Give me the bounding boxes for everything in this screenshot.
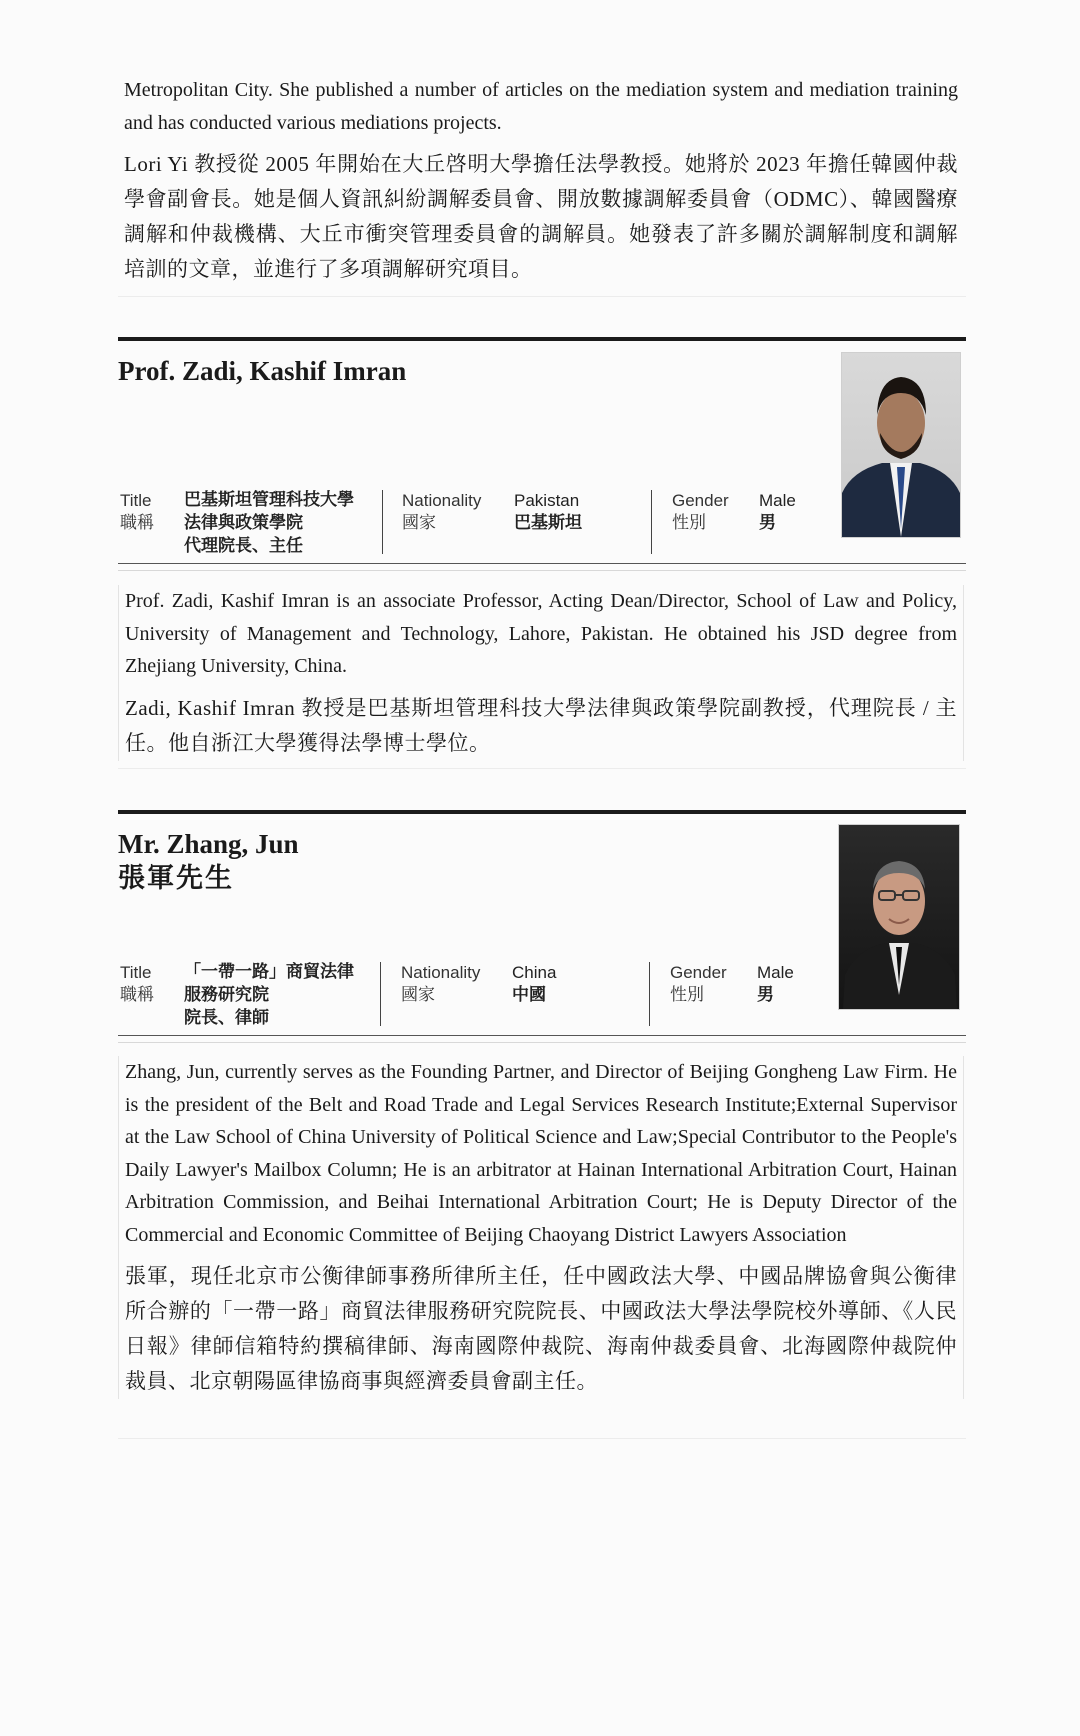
profile-bio-zh: Zadi, Kashif Imran 教授是巴基斯坦管理科技大學法律與政策學院副教授，代理院長 / 主任。他自浙江大學獲得法學博士學位。 <box>125 695 957 755</box>
nationality-value-zh: 巴基斯坦 <box>514 513 582 532</box>
section-rule <box>118 337 966 341</box>
title-value-line3: 代理院長、主任 <box>184 536 303 555</box>
section-rule <box>118 810 966 814</box>
profile-bio <box>118 585 964 761</box>
gender-value-en: Male <box>759 491 796 510</box>
nationality-label-en: Nationality <box>402 491 482 510</box>
portrait-photo <box>841 352 961 538</box>
person-silhouette-icon <box>839 825 959 1009</box>
info-divider <box>649 962 650 1026</box>
info-rule <box>118 563 966 564</box>
title-label-zh: 職稱 <box>120 513 154 532</box>
profile-name-zh: 張軍先生 <box>118 863 234 893</box>
nationality-value-en: China <box>512 963 557 982</box>
gender-value-en: Male <box>757 963 794 982</box>
title-value-line2: 服務研究院 <box>184 985 269 1004</box>
intro-bio-en: Metropolitan City. She published a number of articles on the mediation system and mediation training and has conducted various mediations projects. <box>124 79 958 134</box>
gender-value-zh: 男 <box>757 985 774 1004</box>
bio-box-bottom <box>118 768 966 769</box>
title-value-line1: 巴基斯坦管理科技大學 <box>184 490 354 509</box>
gender-label-en: Gender <box>670 963 727 982</box>
intro-bio-zh: Lori Yi 教授從 2005 年開始在大丘啓明大學擔任法學教授。她將於 2023 年擔任韓國仲裁學會副會長。她是個人資訊糾紛調解委員會、開放數據調解委員會（ODMC）、韓國醫療調解和仲裁機構、大丘市衝突管理委員會的調解員。她發表了許多關於調解制度和調解培訓的文章，並進行了多項調解研究項目。 <box>124 152 958 281</box>
profile-bio-en: Prof. Zadi, Kashif Imran is an associate Professor, Acting Dean/Director, School of Law and Policy, University of Management and Technology, Lahore, Pakistan. He obtained his JSD degree from Zhejiang University, China. <box>125 590 957 677</box>
nationality-value-zh: 中國 <box>512 985 546 1004</box>
portrait-photo <box>838 824 960 1010</box>
profile-name-en: Mr. Zhang, Jun <box>118 829 299 859</box>
gender-label-en: Gender <box>672 491 729 510</box>
nationality-label-zh: 國家 <box>402 513 436 532</box>
title-label-en: Title <box>120 491 152 510</box>
bio-box-bottom <box>118 1438 966 1439</box>
nationality-value-en: Pakistan <box>514 491 580 510</box>
title-label-en: Title <box>120 963 152 982</box>
title-value-line1: 「一帶一路」商貿法律 <box>184 962 354 981</box>
profile-bio-en: Zhang, Jun, currently serves as the Founding Partner, and Director of Beijing Gongheng Law Firm. He is the president of the Belt and Road Trade and Legal Services Research Institute;External Supervisor at the Law School of China University of Political Science and Law;Special Contributor to the People's Daily Lawyer's Mailbox Column; He is an arbitrator at Hainan International Arbitration Court, Hainan Arbitration Commission, and Beihai International Arbitration Court; He is Deputy Director of the Commercial and Economic Committee of Beijing Chaoyang District Lawyers Association <box>125 1061 957 1246</box>
profile-name-en: Prof. Zadi, Kashif Imran <box>118 356 407 386</box>
info-divider <box>651 490 652 554</box>
nationality-label-zh: 國家 <box>401 985 435 1004</box>
info-divider <box>382 490 383 554</box>
profile-bio <box>118 1056 964 1399</box>
profile-bio-zh: 張軍，現任北京市公衡律師事務所律所主任，任中國政法大學、中國品牌協會與公衡律所合辦的「一帶一路」商貿法律服務研究院院長、中國政法大學法學院校外導師、《人民日報》律師信箱特約撰稿律師、海南國際仲裁院、海南仲裁委員會、北海國際仲裁院仲裁員、北京朝陽區律協商事與經濟委員會副主任。 <box>125 1264 957 1393</box>
intro-box-bottom <box>118 296 966 297</box>
title-value-line2: 法律與政策學院 <box>184 513 303 532</box>
gender-label-zh: 性別 <box>670 985 704 1004</box>
info-rule-shadow <box>118 570 966 571</box>
profile-info-row <box>118 490 818 556</box>
info-rule-shadow <box>118 1042 966 1043</box>
title-value-line3: 院長、律師 <box>184 1008 269 1027</box>
info-divider <box>380 962 381 1026</box>
gender-value-zh: 男 <box>759 513 776 532</box>
gender-label-zh: 性別 <box>672 513 706 532</box>
person-silhouette-icon <box>842 353 960 537</box>
nationality-label-en: Nationality <box>401 963 481 982</box>
title-label-zh: 職稱 <box>120 985 154 1004</box>
intro-bio <box>118 74 964 287</box>
profile-info-row <box>118 962 818 1028</box>
info-rule <box>118 1035 966 1036</box>
